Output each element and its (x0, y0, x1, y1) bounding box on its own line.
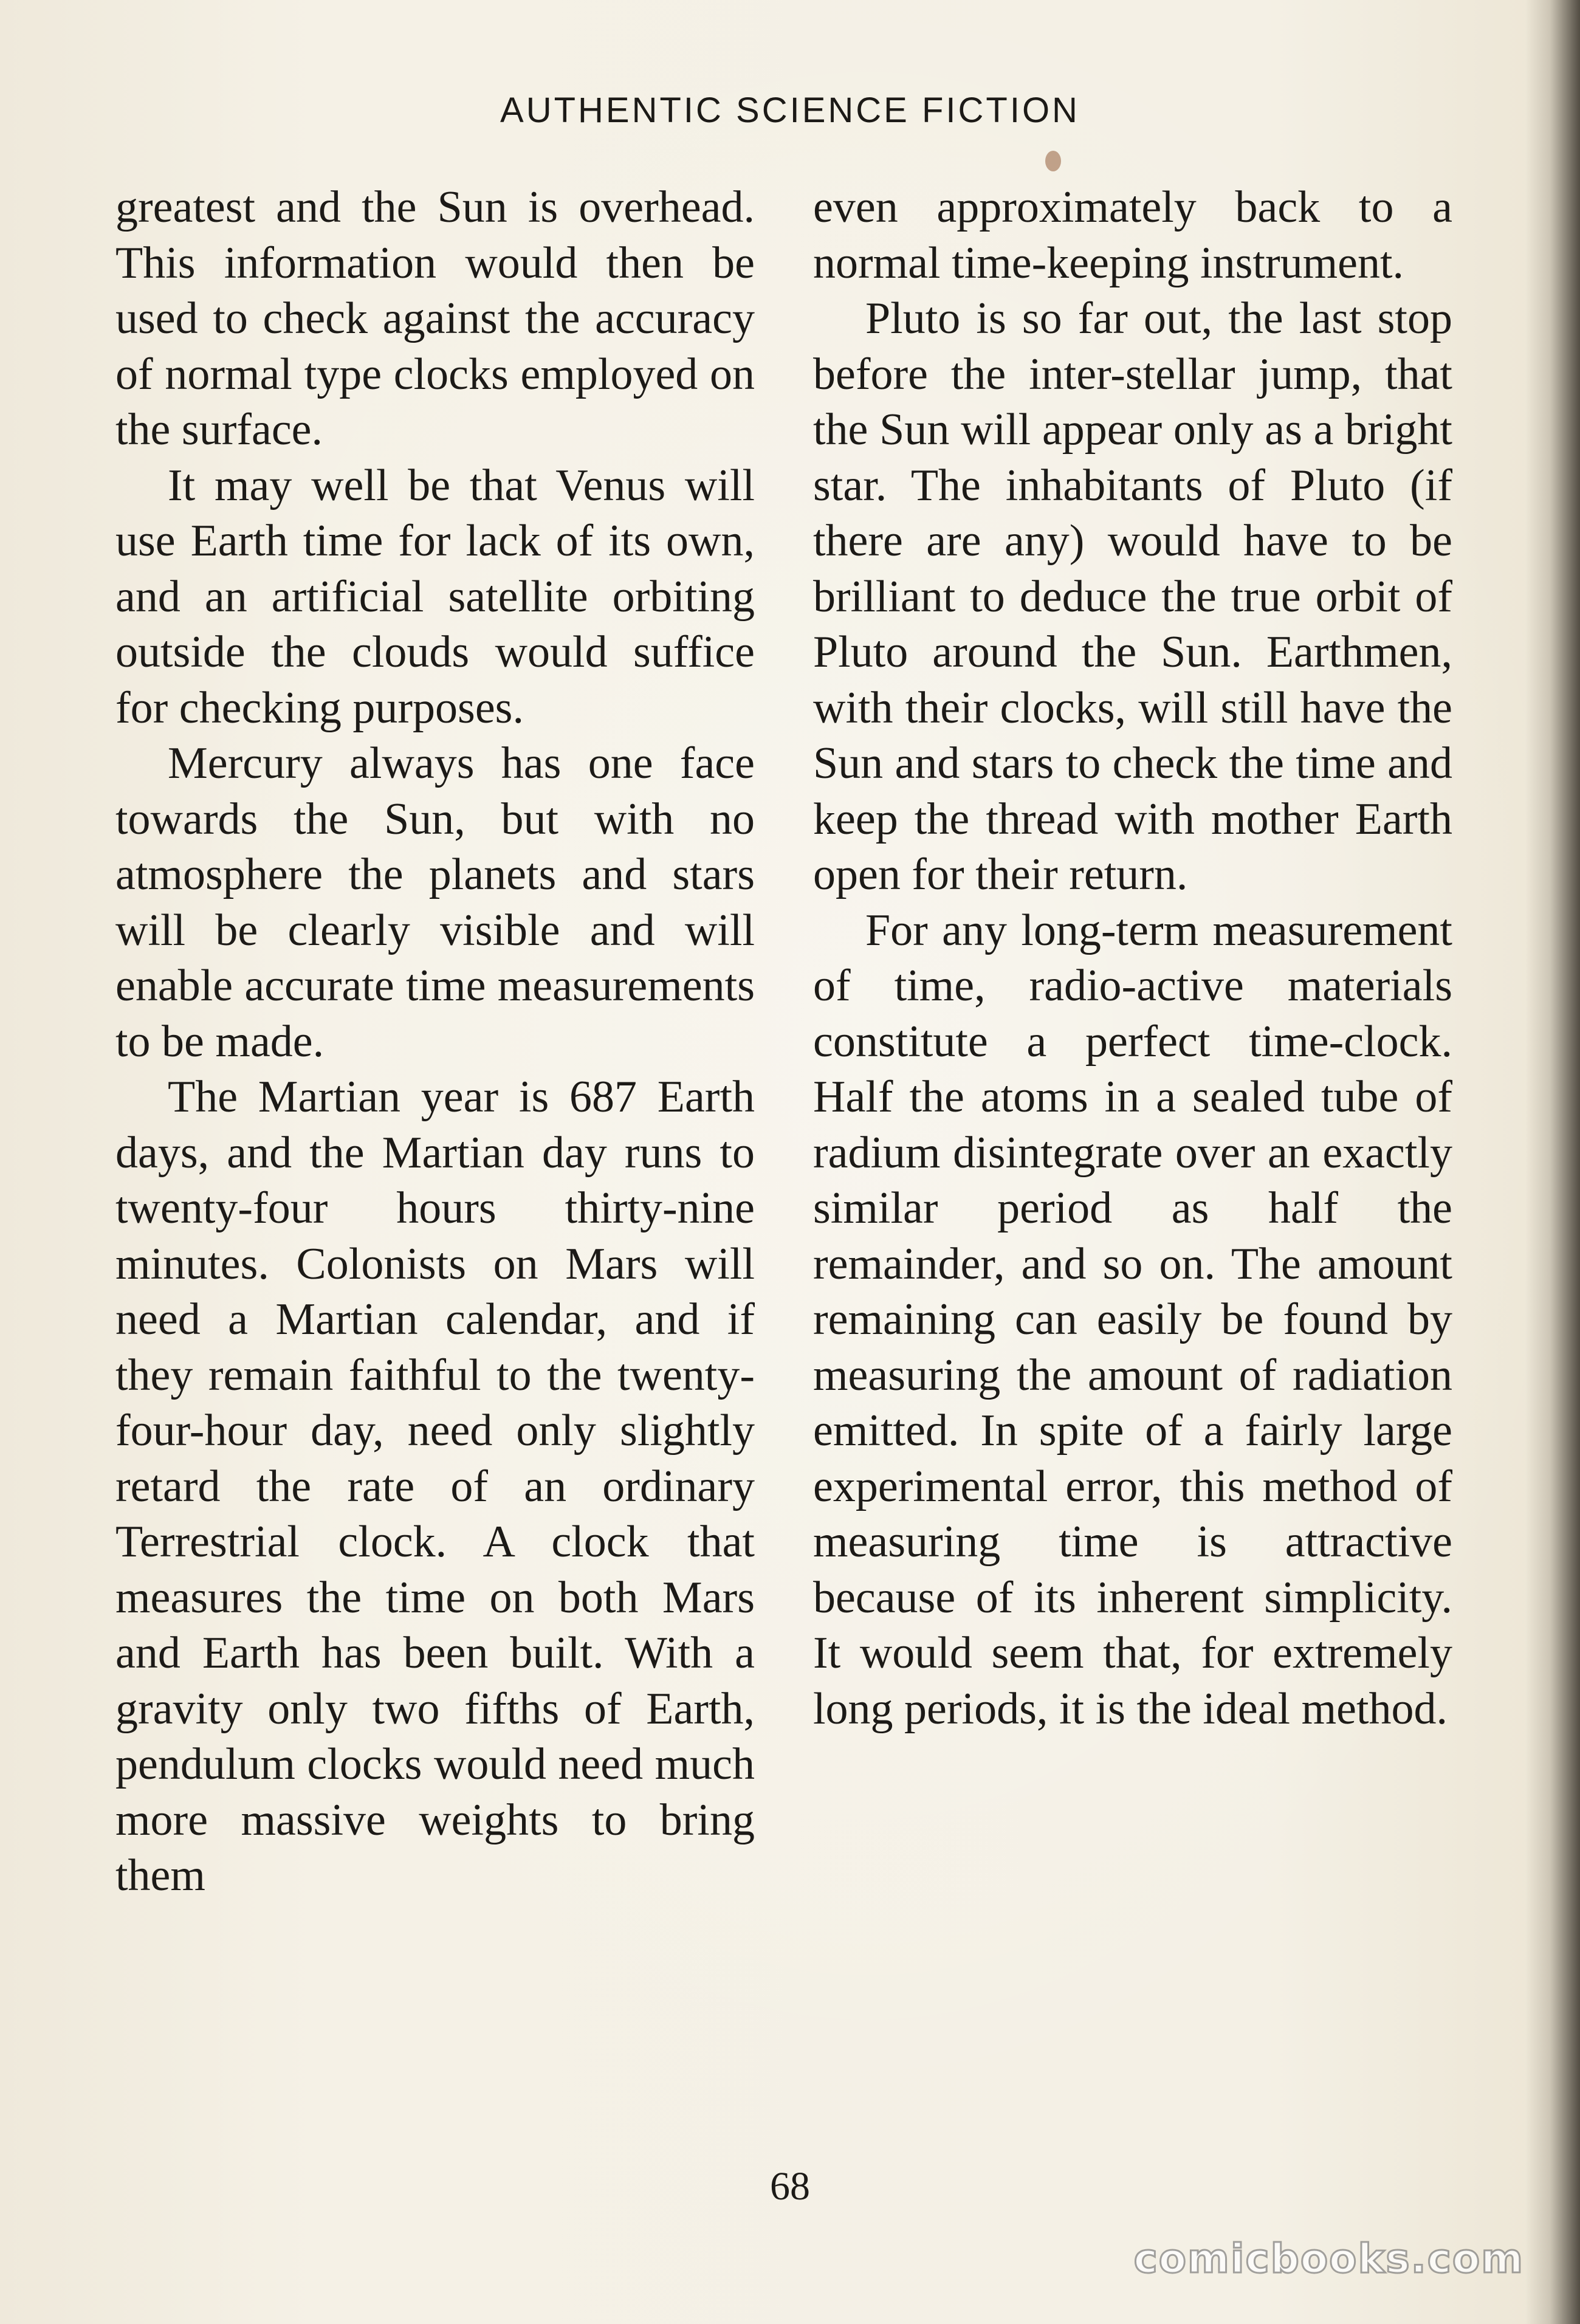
paragraph-mercury: Mercury always has one face towards the Sun, but with no atmosphere the planets and stars will be clearly visible and will enable accurate time measurements to be made. (115, 738, 755, 1067)
page-stain (1045, 151, 1061, 171)
paragraph-mars: The Martian year is 687 Earth days, and the Martian day runs to twenty-four hours thirty-nine minutes. Colonists on Mars will need a Martian calendar, and if they remain faithful to the twenty-four-hour day, need only slightly retard the rate of an ordinary Terrestrial clock. A clock that measures the time on both Mars and Earth has been built. With a gravity only two fifths of Earth, pendulum clocks would need much more massive weights to bring them (115, 1072, 755, 1900)
watermark-logo: comicbooks.com (1133, 2235, 1524, 2282)
paragraph-sun-overhead: greatest and the Sun is overhead. This information would then be used to check against the accuracy of normal type clocks employed on the surface. (115, 182, 755, 455)
spine-shadow (1525, 0, 1580, 2324)
page-number: 68 (770, 2164, 810, 2209)
left-column (115, 180, 755, 1904)
right-column (813, 180, 1452, 1737)
running-head: AUTHENTIC SCIENCE FICTION (500, 91, 1080, 130)
paragraph-radioactive: For any long-term measurement of time, radio-active materials constitute a perfect time-clock. Half the atoms in a sealed tube of radium disintegrate over an exactly similar period as half the remainder, and so on. The amount remaining can easily be found by measuring the amount of radiation emitted. In spite of a fairly large experimental error, this method of measuring time is attractive because of its inherent simplicity. It would seem that, for extremely long periods, it is the ideal method. (813, 905, 1452, 1734)
paragraph-venus: It may well be that Venus will use Earth time for lack of its own, and an artificial satellite orbiting outside the clouds would suffice for checking purposes. (115, 460, 755, 733)
paragraph-pluto: Pluto is so far out, the last stop before the inter-stellar jump, that the Sun will appear only as a bright star. The inhabitants of Pluto (if there are any) would have to be brilliant to deduce the true orbit of Pluto around the Sun. Earthmen, with their clocks, will still have the Sun and stars to check the time and keep the thread with mother Earth open for their return. (813, 294, 1452, 899)
paragraph-mars-continued: even approximately back to a normal time-keeping instrument. (813, 182, 1452, 288)
